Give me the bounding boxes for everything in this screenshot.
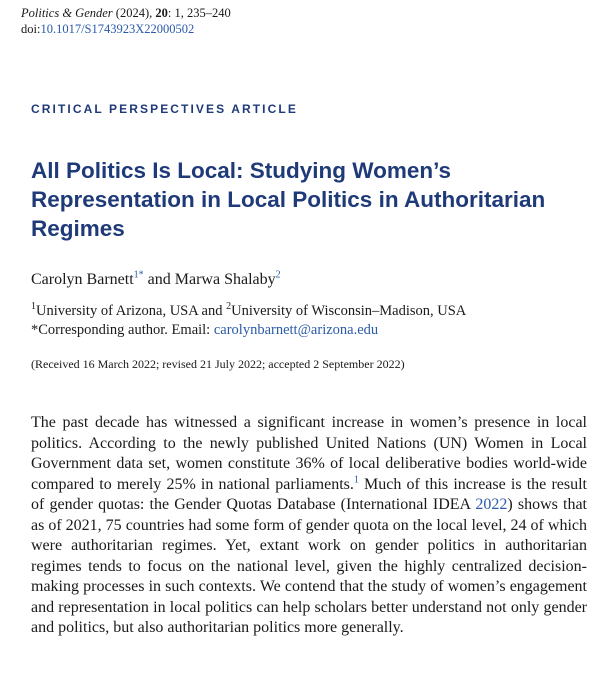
received-dates: (Received 16 March 2022; revised 21 July 2022; accepted 2 September 2022) bbox=[31, 357, 405, 371]
corresponding-label: *Corresponding author. Email: bbox=[31, 322, 214, 338]
affil-mark-2: 2 bbox=[226, 301, 232, 313]
affiliation-2: University of Wisconsin–Madison, USA bbox=[231, 303, 467, 319]
abstract bbox=[31, 413, 587, 639]
article-title: All Politics Is Local: Studying Women’s Representation in Local Politics in Authoritarian Regimes bbox=[31, 158, 546, 241]
journal-name: Politics & Gender bbox=[21, 6, 113, 20]
doi-label: doi: bbox=[21, 22, 41, 36]
author-line bbox=[31, 271, 281, 289]
abstract-part-3: ) shows that as of 2021, 75 countries had some form of gender quota on the local level, 24 of which were authoritarian regimes. Yet, extant work on gender politics in authoritarian regimes tends to focus on the national level, given the highly centralized decision-making processes in such contexts. We contend that the study of women’s engagement and representation in local politics can help scholars better understand not only gender and politics, but also authoritarian politics more generally. bbox=[31, 496, 587, 636]
abstract-part-1: The past decade has witnessed a significant increase in women’s presence in local politics. According to the newly published United Nations (UN) Women in Local Government data set, women constitute 36% of local deliberative bodies world-wide compared to merely 25% in national parliaments. bbox=[31, 414, 587, 493]
journal-year: (2024), bbox=[115, 6, 153, 20]
affiliation-line bbox=[31, 302, 466, 321]
affiliations bbox=[31, 302, 466, 340]
corresponding-line bbox=[31, 321, 466, 340]
doi-line bbox=[21, 22, 194, 36]
author-1: Carolyn Barnett bbox=[31, 271, 134, 288]
footnote-1-link[interactable]: 1 bbox=[353, 474, 359, 486]
journal-citation bbox=[21, 6, 231, 20]
affiliation-1: University of Arizona, USA and bbox=[36, 303, 227, 319]
article-type-label: CRITICAL PERSPECTIVES ARTICLE bbox=[31, 102, 298, 116]
author-2-affil-mark[interactable]: 2 bbox=[275, 269, 281, 281]
author-conjunction: and bbox=[143, 271, 175, 288]
citation-year-link[interactable]: 2022 bbox=[475, 496, 508, 513]
author-2: Marwa Shalaby bbox=[174, 271, 276, 288]
journal-issue-pages: : 1, 235–240 bbox=[167, 6, 231, 20]
author-1-affil-mark[interactable]: 1* bbox=[133, 269, 144, 281]
journal-volume: 20 bbox=[155, 6, 168, 20]
abstract-part-2: Much of this increase is the result of gender quotas: the Gender Quotas Database (International IDEA bbox=[31, 475, 587, 513]
affil-mark-1: 1 bbox=[31, 301, 36, 313]
email-link[interactable]: carolynbarnett@arizona.edu bbox=[213, 322, 379, 338]
doi-link[interactable]: 10.1017/S1743923X22000502 bbox=[40, 22, 195, 36]
